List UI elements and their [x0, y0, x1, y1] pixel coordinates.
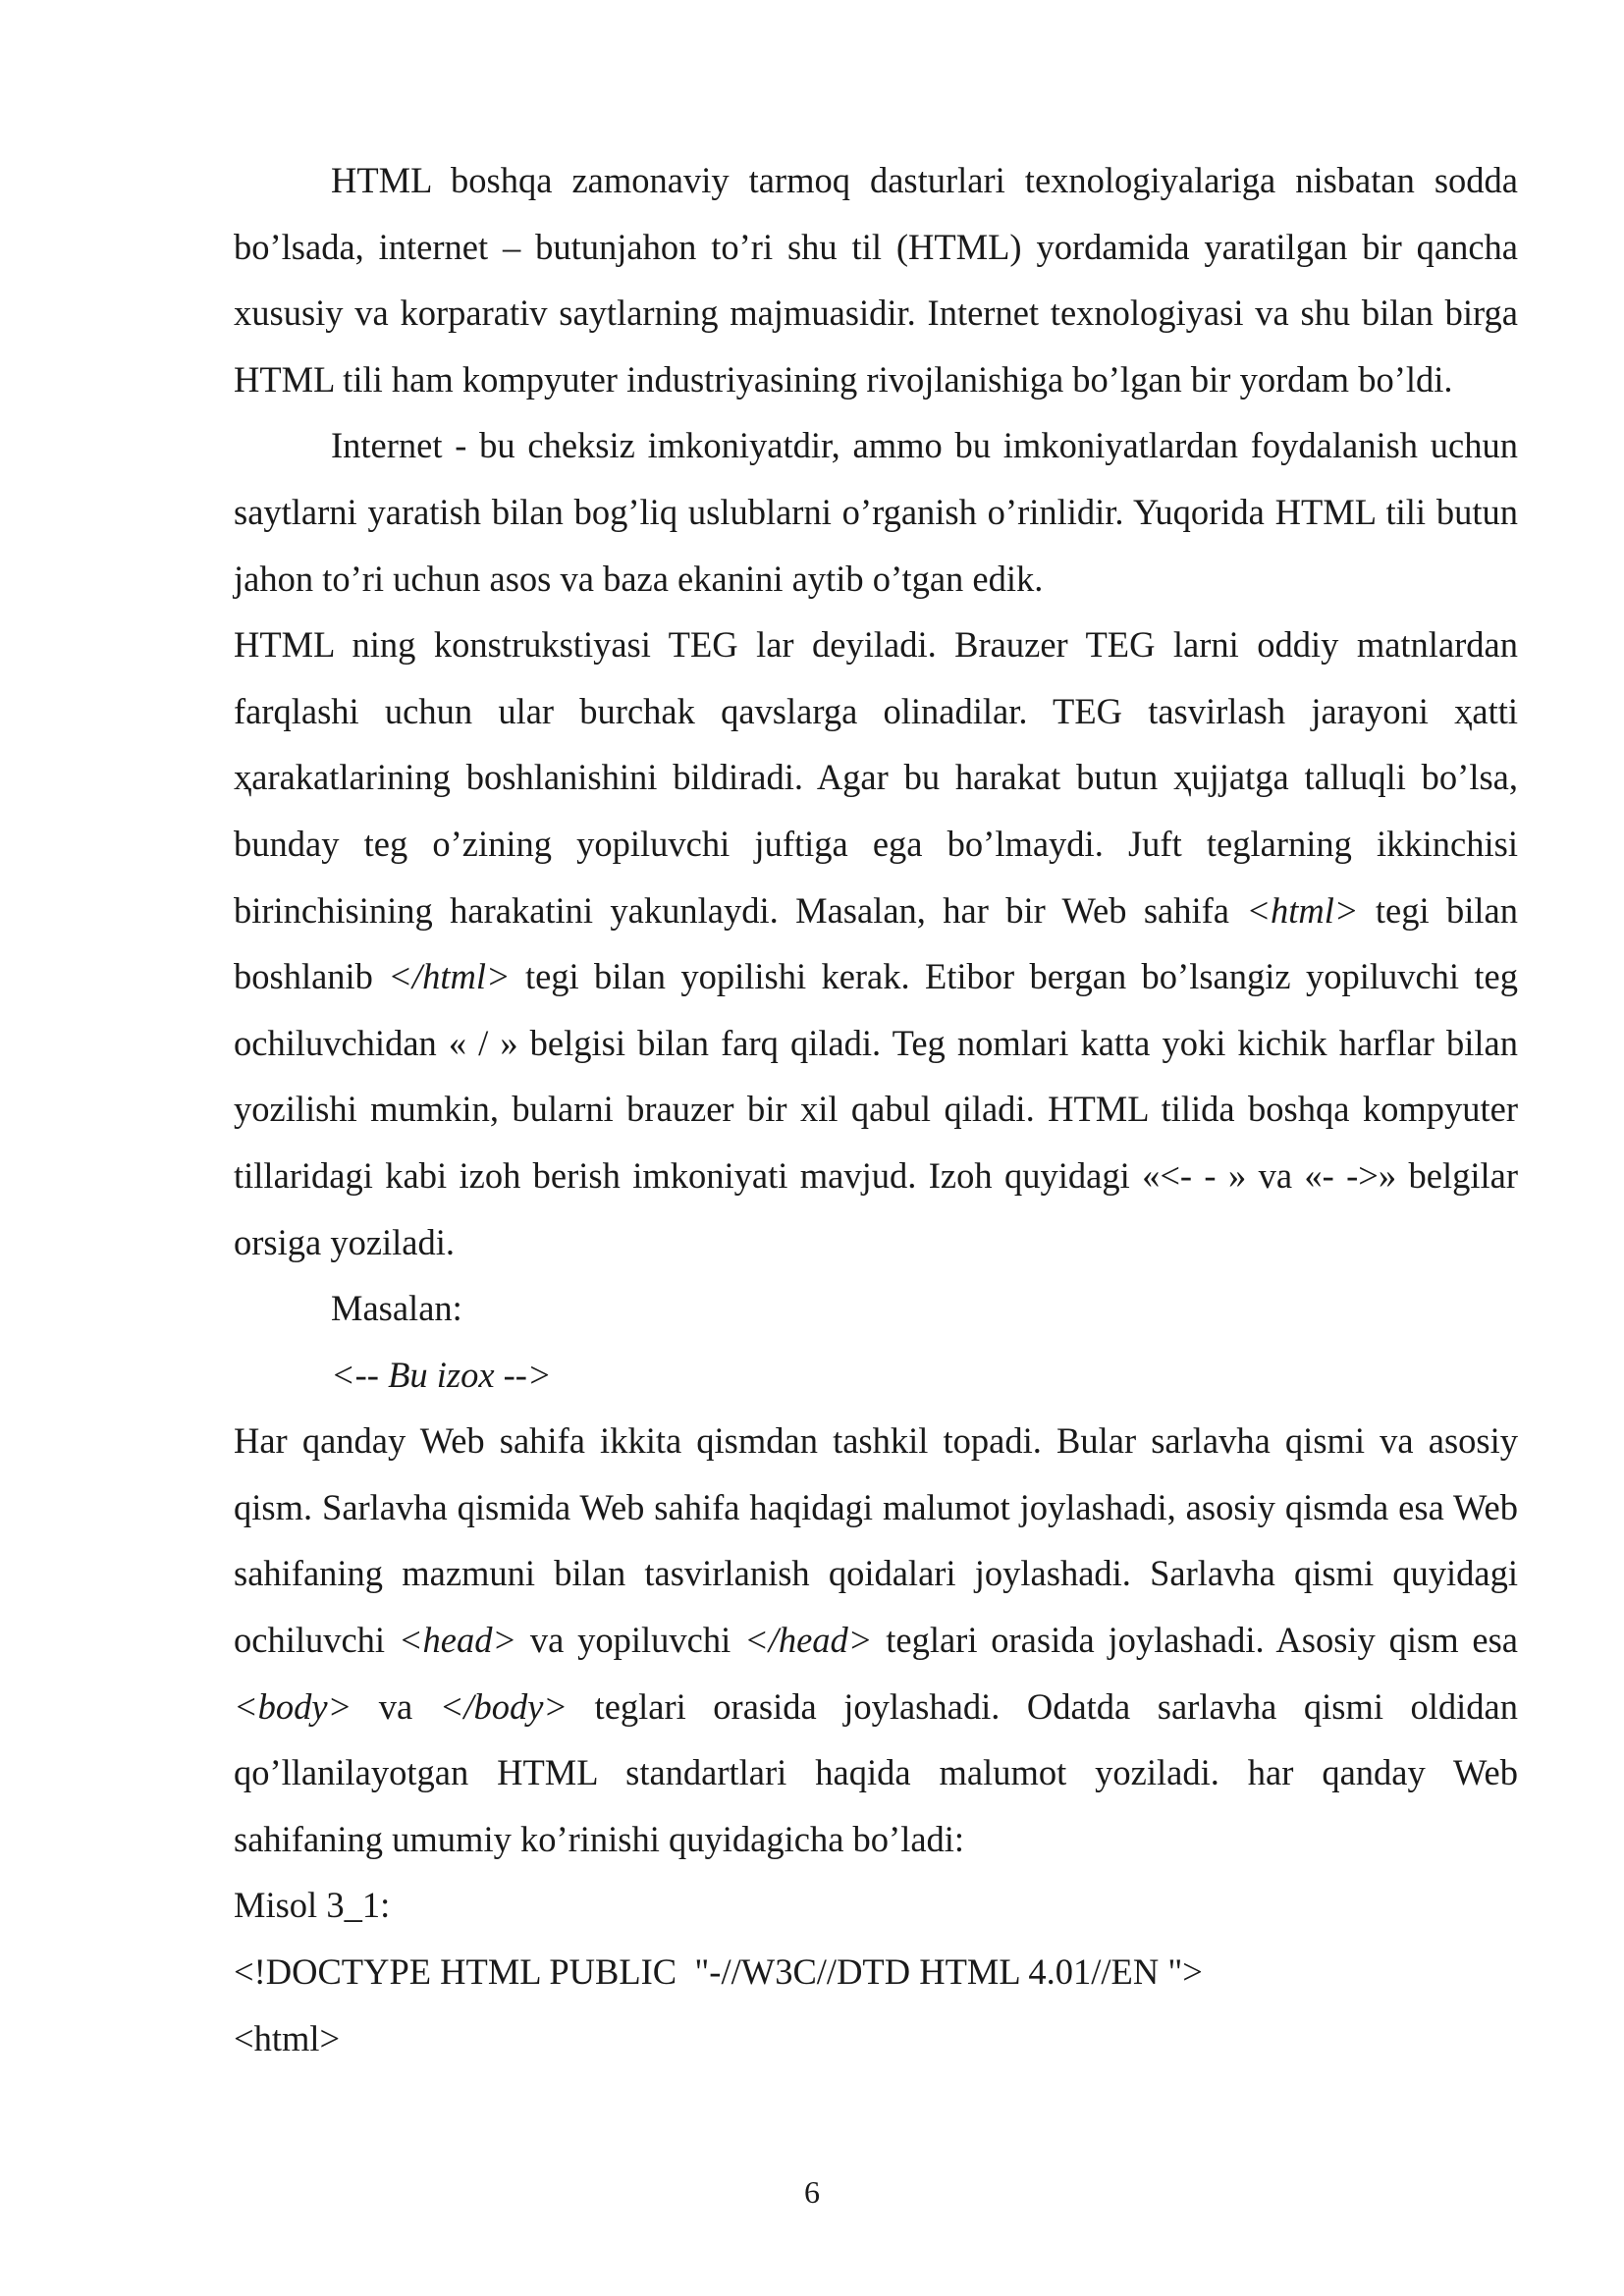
paragraph-structure-text-c: teglari orasida joylashadi. Asosiy qism esa [872, 1620, 1518, 1661]
page-number: 6 [804, 2174, 820, 2210]
paragraph-structure-text-a: Har qanday Web sahifa ikkita qismdan tashkil topadi. Bular sarlavha qismi va asosiy qism. Sarlavha qismida Web sahifa haqidagi malumot joylashadi, asosiy qismda esa Web sahifaning mazmuni bilan tasvirlanish qoidalari joylashadi. Sarlavha qismi quyidagi ochiluvchi [234, 1420, 1518, 1661]
inline-code-body-close: </body> [439, 1685, 568, 1727]
code-html-open-line: <html> [234, 2017, 341, 2058]
paragraph-structure-text-b: va yopiluvchi [516, 1620, 745, 1661]
example-comment [234, 1342, 1518, 1409]
paragraph-tags-text-c: tegi bilan yopilishi kerak. Etibor bergan bo’lsangiz yopiluvchi teg ochiluvchidan « / » belgisi bilan farq qiladi. Teg nomlari katta yoki kichik harflar bilan yozilishi mumkin, bularni brauzer bir xil qabul qiladi. HTML tilida boshqa kompyuter tillaridagi kabi izoh berish imkoniyati mavjud. Izoh quyidagi «<- - » va «- ->» belgilar orsiga yoziladi. [234, 956, 1518, 1262]
paragraph-page-structure [234, 1408, 1518, 1872]
code-doctype-line: <!DOCTYPE HTML PUBLIC "-//W3C//DTD HTML 4.01//EN "> [234, 1951, 1203, 1993]
paragraph-structure-text-d: va [352, 1685, 440, 1727]
paragraph-structure-text-e: teglari orasida joylashadi. Odatda sarlavha qismi oldidan qo’llanilayotgan HTML standartlari haqida malumot yoziladi. har qanday Web sahifaning umumiy ko’rinishi quyidagicha bo’ladi: [234, 1685, 1518, 1859]
paragraph-tags [234, 612, 1518, 1275]
inline-code-html-open: <html> [1246, 889, 1359, 931]
document-body [234, 147, 1518, 2071]
example-3-1-label: Misol 3_1: [234, 1885, 391, 1926]
inline-code-body-open: <body> [234, 1685, 352, 1727]
inline-code-html-close: </html> [388, 956, 511, 997]
example-comment-code: <-- Bu izox --> [331, 1354, 552, 1395]
paragraph-internet: Internet - bu cheksiz imkoniyatdir, ammo bu imkoniyatlardan foydalanish uchun saytlarni yaratish bilan bog’liq uslublarni o’rganish o’rinlidir. Yuqorida HTML tili butun jahon to’ri uchun asos va baza ekanini aytib o’tgan edik. [234, 425, 1518, 599]
paragraph-html-intro: HTML boshqa zamonaviy tarmoq dasturlari texnologiyalariga nisbatan sodda bo’lsada, internet – butunjahon to’ri shu til (HTML) yordamida yaratilgan bir qancha xususiy va korparativ saytlarning majmuasidir. Internet texnologiyasi va shu bilan birga HTML tili ham kompyuter industriyasining rivojlanishiga bo’lgan bir yordam bo’ldi. [234, 160, 1518, 400]
inline-code-head-open: <head> [398, 1620, 517, 1661]
paragraph-tags-text-a: HTML ning konstrukstiyasi TEG lar deyiladi. Brauzer TEG larni oddiy matnlardan farqlashi uchun ular burchak qavslarga olinadilar. TEG tasvirlash jarayoni ҳatti ҳarakatlarining boshlanishini bildiradi. Agar bu harakat butun ҳujjatga talluqli bo’lsa, bunday teg o’zining yopiluvchi juftiga ega bo’lmaydi. Juft teglarning ikkinchisi birinchisining harakatini yakunlaydi. Masalan, har bir Web sahifa [234, 624, 1518, 931]
example-label: Masalan: [331, 1288, 462, 1329]
inline-code-head-close: </head> [744, 1620, 873, 1661]
paragraph-tags-text-b: tegi bilan boshlanib [234, 889, 1518, 997]
